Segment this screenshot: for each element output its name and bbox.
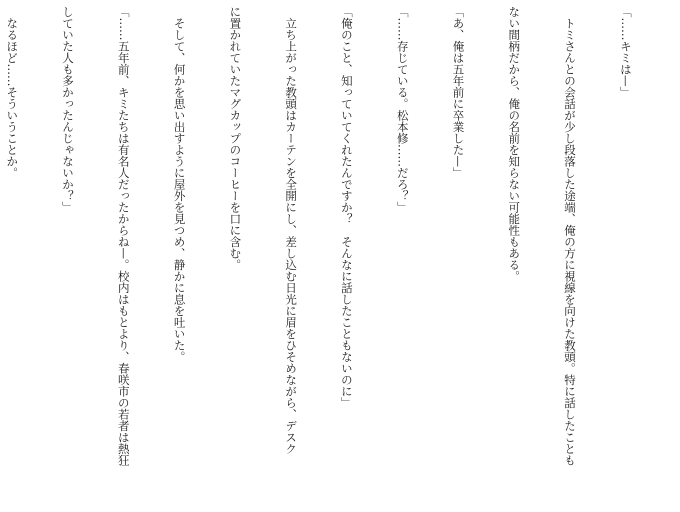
text-line: に置かれていたマグカップのコーヒーを口に含む。 [228,6,243,271]
text-line: トミさんとの会話が少し段落した途端、俺の方に視線を向けた教頭。特に話したことも [563,6,578,466]
vertical-text-block [0,6,672,466]
text-line: 「あ、俺は五年前に卒業した—」 [451,6,466,179]
text-line: そして、何かを思い出すように屋外を見つめ、静かに息を吐いた。 [172,6,187,363]
text-line: 「俺のこと、知っていてくれたんですか？ そんなに話したこともないのに」 [339,6,354,409]
text-line: 「……キミは—」 [618,6,633,98]
text-line: 立ち上がった教頭はカーテンを全開にし、差し込む日光に眉をひそめながら、デスク [284,6,299,455]
text-line: ない間柄だから、俺の名前を知らない可能性もある。 [507,6,522,282]
text-line: していた人も多かったんじゃないか？」 [61,6,75,213]
text-line: なるほど……そういうことか。 [5,6,20,179]
text-line: 「……存じている。松本修……だろ？」 [395,6,410,213]
text-line: 「……五年前、キミたちは有名人だったからね—。校内はもとより、春咲市の若者は熱狂 [116,6,131,466]
